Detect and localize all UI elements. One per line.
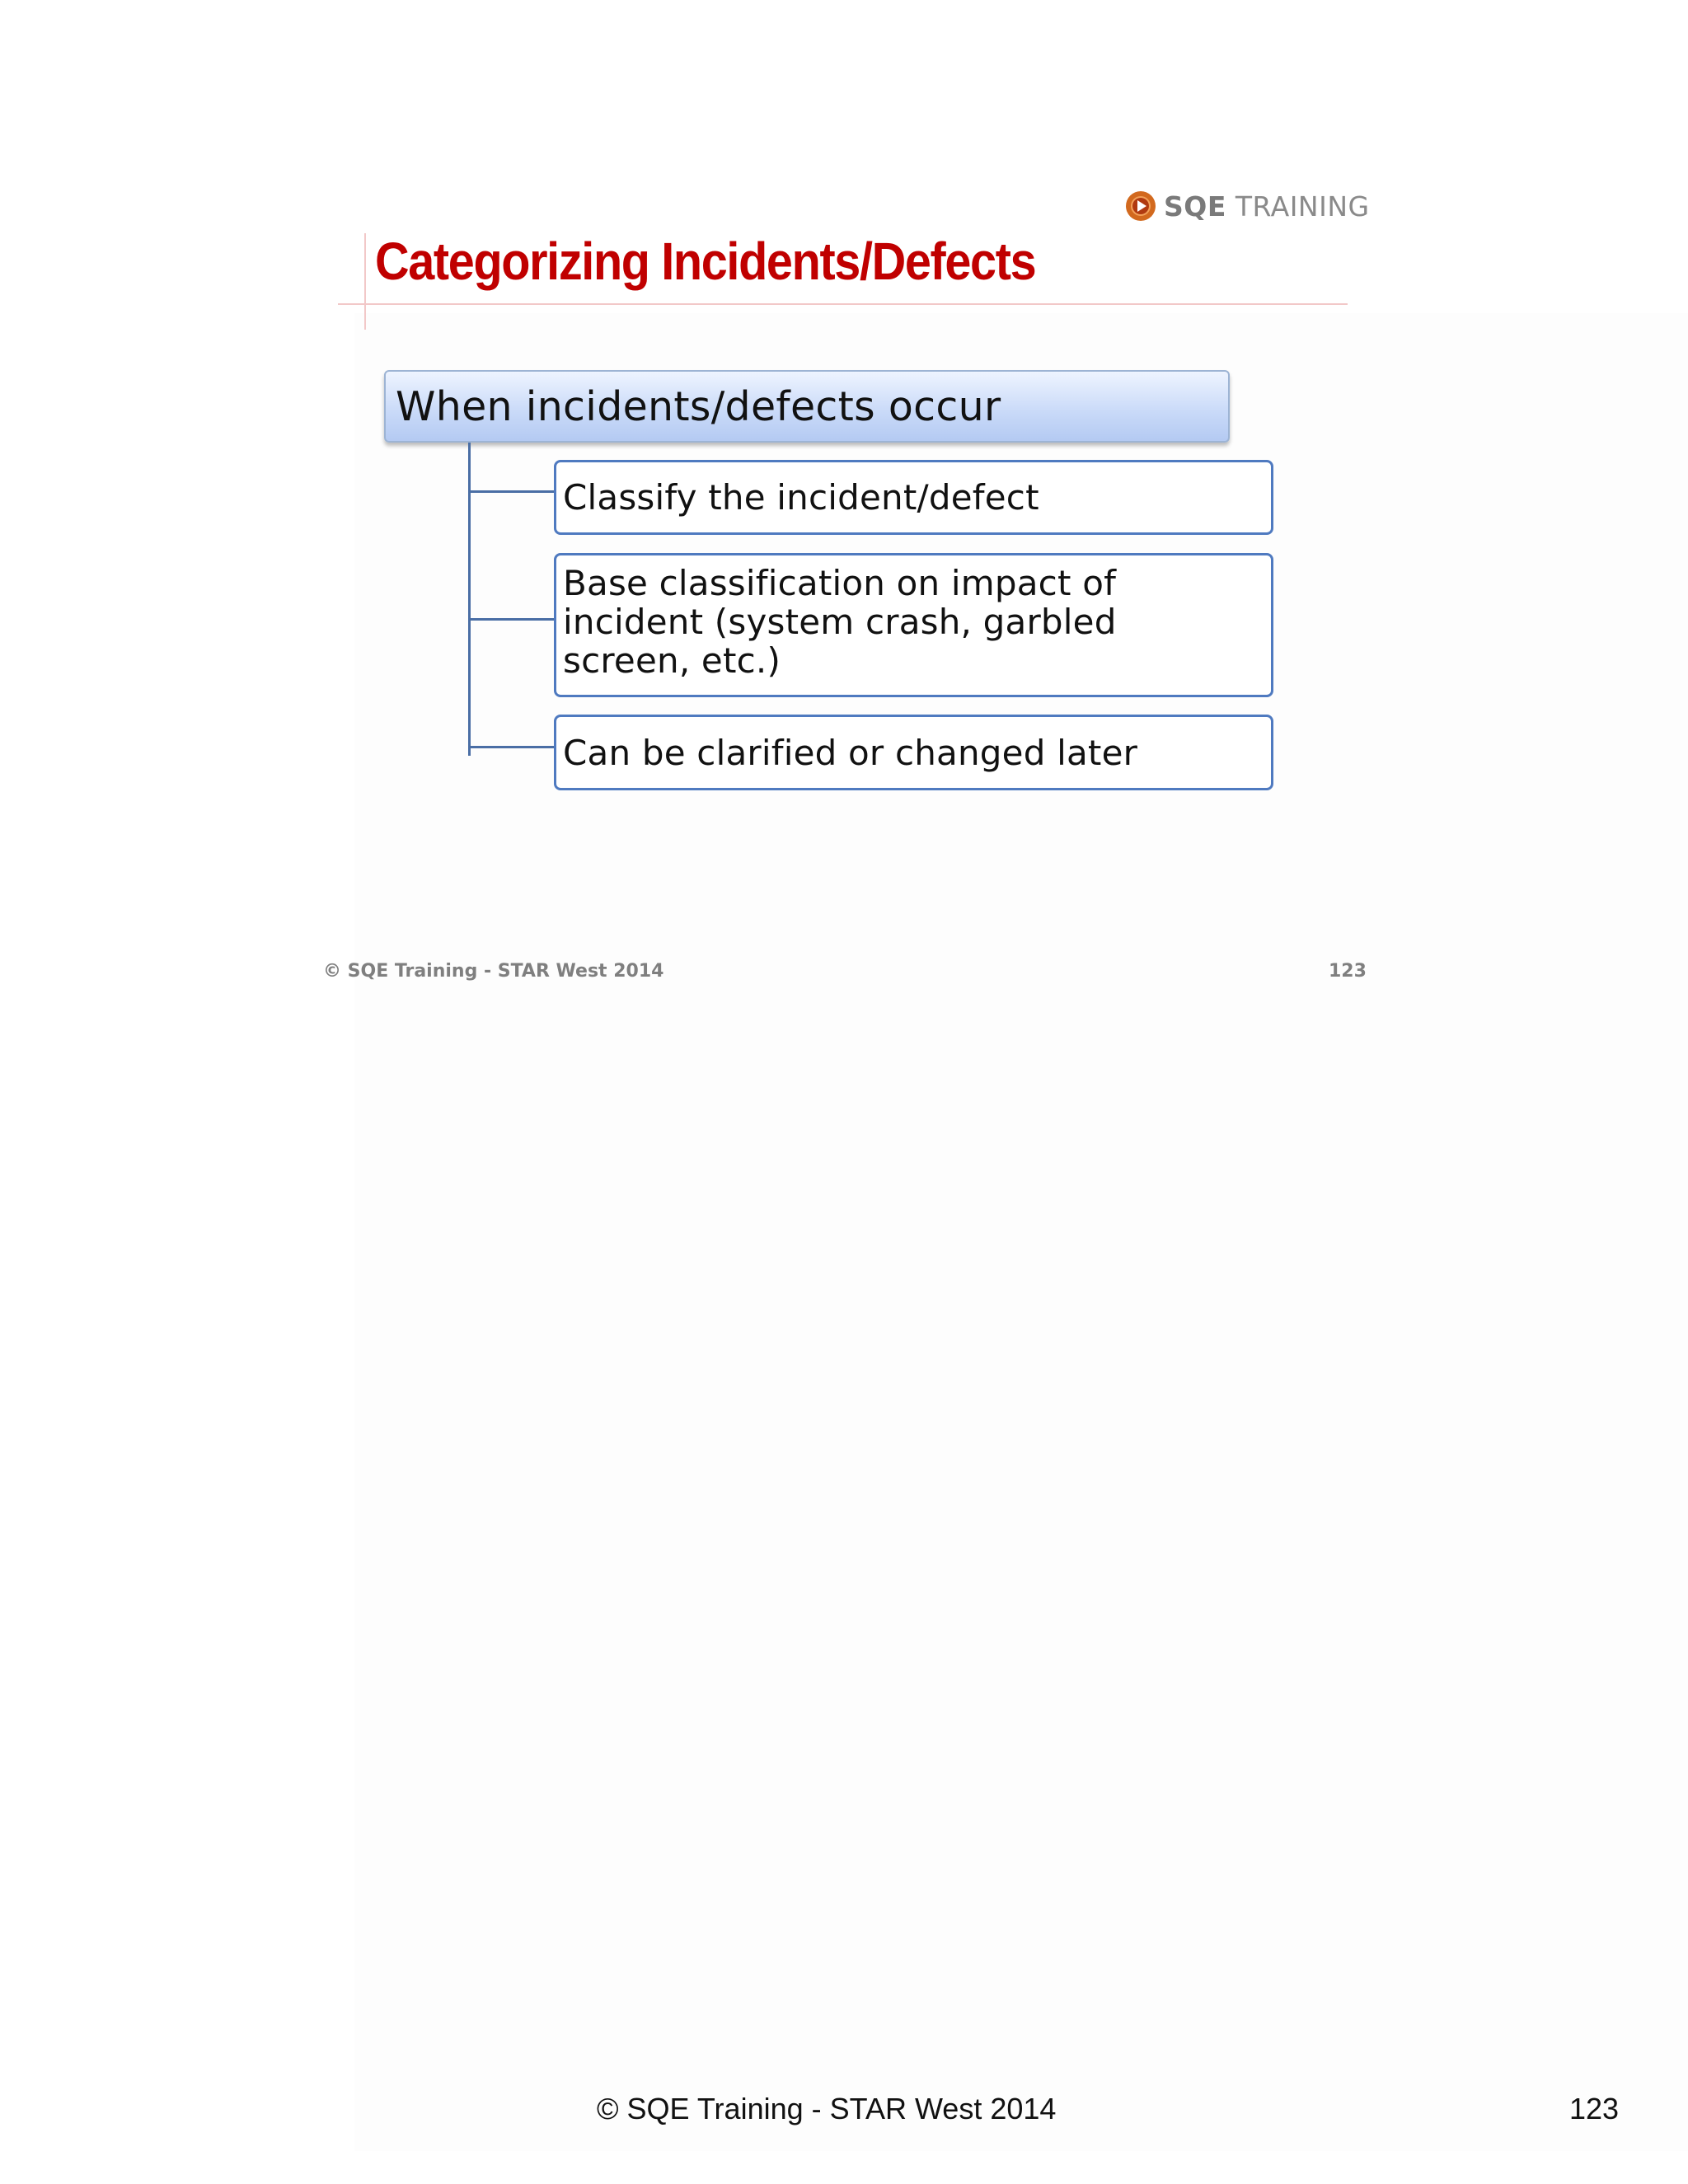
slide-footer-copyright: © SQE Training - STAR West 2014 bbox=[323, 961, 664, 982]
diagram-connector-trunk bbox=[468, 443, 471, 756]
diagram-child-line: screen, etc.) bbox=[563, 640, 781, 681]
slide-footer-page-number: 123 bbox=[1329, 961, 1367, 982]
diagram-root-box: When incidents/defects occur bbox=[384, 370, 1230, 443]
logo-brand-strong: SQE bbox=[1164, 190, 1226, 223]
diagram-child-text: Can be clarified or changed later bbox=[563, 732, 1138, 773]
diagram-child-box bbox=[554, 715, 1273, 790]
diagram-connector-branch bbox=[468, 746, 555, 748]
diagram-child-text: Classify the incident/defect bbox=[563, 477, 1039, 518]
logo-brand-rest: TRAINING bbox=[1235, 190, 1370, 223]
title-horizontal-rule bbox=[338, 303, 1348, 305]
page-footer-page-number: 123 bbox=[1569, 2092, 1620, 2125]
diagram-child-line: Base classification on impact of bbox=[563, 563, 1117, 603]
diagram-connector-branch bbox=[468, 618, 555, 621]
page-footer-copyright: © SQE Training - STAR West 2014 bbox=[597, 2092, 1057, 2125]
diagram-child-box bbox=[554, 460, 1273, 535]
sqe-training-logo bbox=[1124, 186, 1370, 226]
logo-wordmark bbox=[1164, 190, 1370, 223]
title-vertical-rule bbox=[364, 233, 366, 330]
slide-title: Categorizing Incidents/Defects bbox=[375, 232, 1036, 291]
diagram-child-line: incident (system crash, garbled bbox=[563, 602, 1117, 642]
sqe-play-logo-icon bbox=[1124, 190, 1157, 223]
diagram-child-box bbox=[554, 553, 1273, 697]
diagram-connector-branch bbox=[468, 490, 555, 493]
